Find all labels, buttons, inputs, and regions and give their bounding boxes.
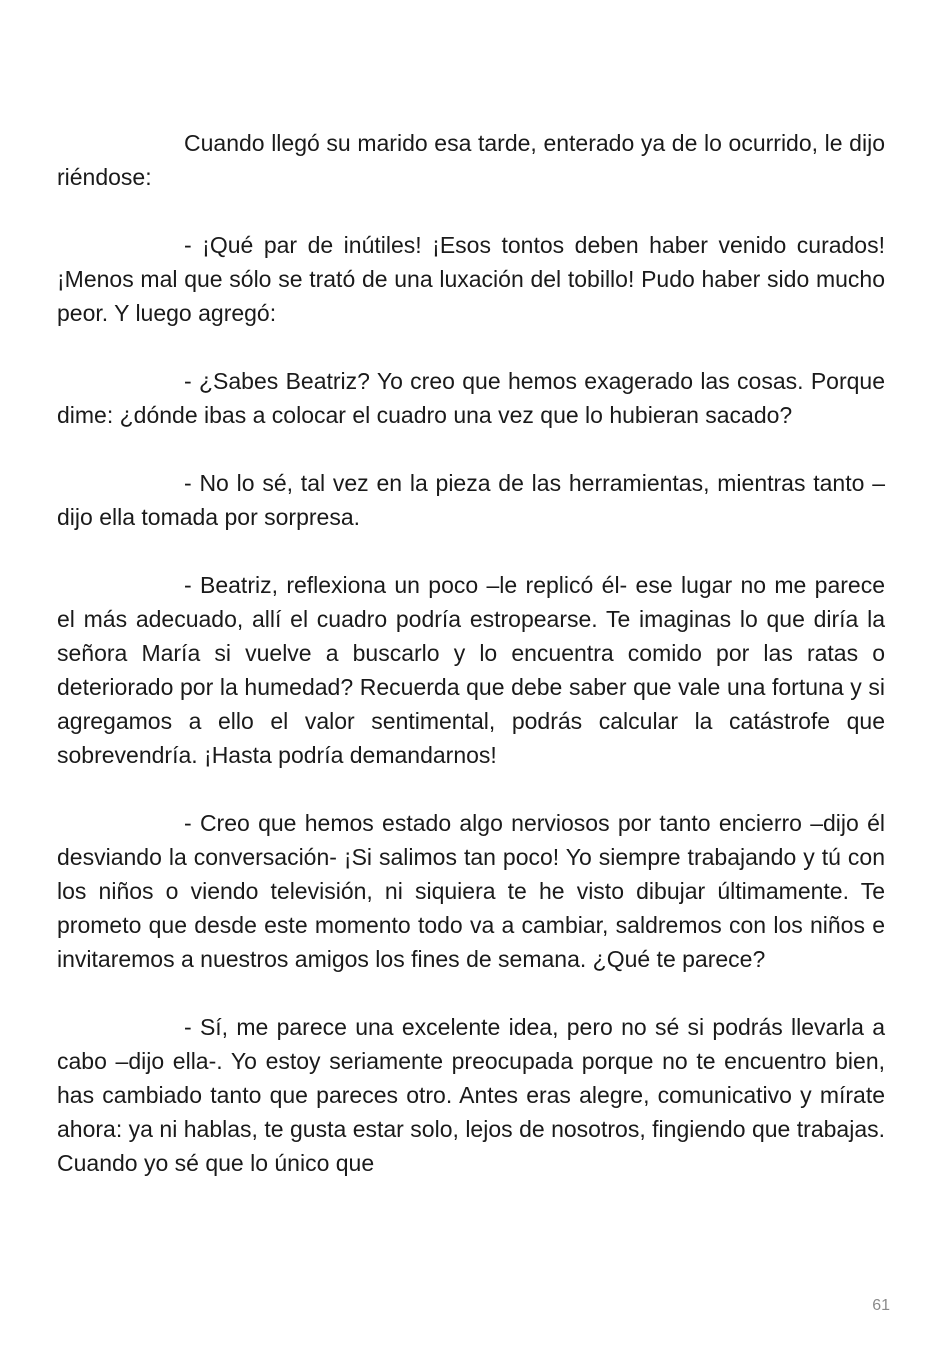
page-number: 61 — [872, 1297, 890, 1314]
paragraph: - Beatriz, reflexiona un poco –le replicó él- ese lugar no me parece el más adecuado, allí el cuadro podría estropearse. Te imaginas lo que diría la señora María si vuelve a buscarlo y lo encuentra comido por las ratas o deteriorado por la humedad? Recuerda que debe saber que vale una fortuna y si agregamos a ello el valor sentimental, podrás calcular la catástrofe que sobrevendría. ¡Hasta podría demandarnos! — [57, 572, 885, 768]
paragraph: - Sí, me parece una excelente idea, pero no sé si podrás llevarla a cabo –dijo ella-. Yo estoy seriamente preocupada porque no te encuentro bien, has cambiado tanto que pareces otro. Antes eras alegre, comunicativo y mírate ahora: ya ni hablas, te gusta estar solo, lejos de nosotros, fingiendo que trabajas. Cuando yo sé que lo único que — [57, 1014, 885, 1176]
paragraph: - Creo que hemos estado algo nerviosos por tanto encierro –dijo él desviando la conversación- ¡Si salimos tan poco! Yo siempre trabajando y tú con los niños o viendo televisión, ni siquiera te he visto dibujar últimamente. Te prometo que desde este momento todo va a cambiar, saldremos con los niños e invitaremos a nuestros amigos los fines de semana. ¿Qué te parece? — [57, 810, 885, 972]
paragraph: - No lo sé, tal vez en la pieza de las herramientas, mientras tanto –dijo ella tomada por sorpresa. — [57, 470, 885, 530]
paragraph: - ¿Sabes Beatriz? Yo creo que hemos exagerado las cosas. Porque dime: ¿dónde ibas a colocar el cuadro una vez que lo hubieran sacado? — [57, 368, 885, 428]
paragraph: Cuando llegó su marido esa tarde, enterado ya de lo ocurrido, le dijo riéndose: — [57, 130, 885, 190]
body-text — [57, 126, 885, 1180]
paragraph: - ¡Qué par de inútiles! ¡Esos tontos deben haber venido curados! ¡Menos mal que sólo se trató de una luxación del tobillo! Pudo haber sido mucho peor. Y luego agregó: — [57, 232, 885, 326]
